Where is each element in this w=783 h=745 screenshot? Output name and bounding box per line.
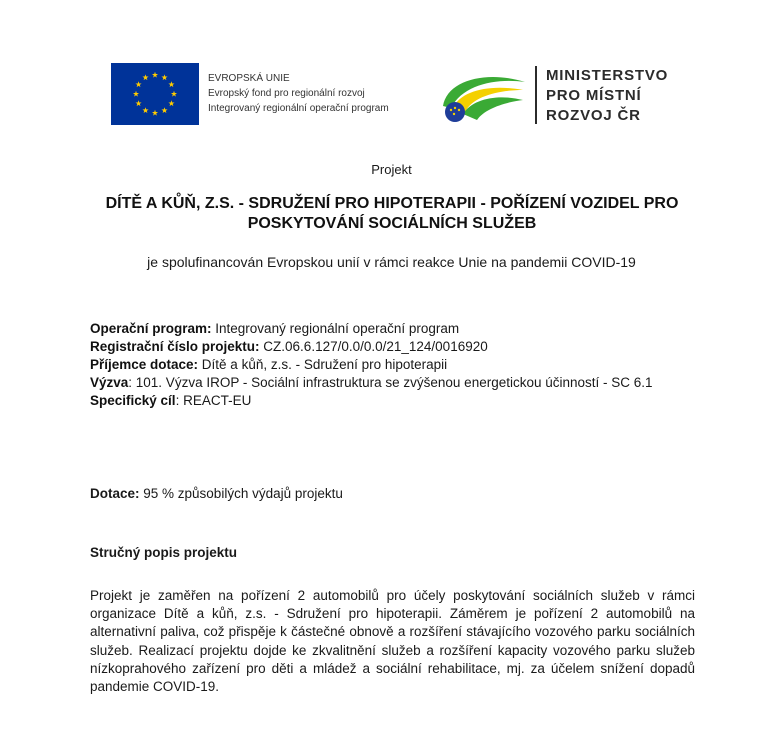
info-reg-value: CZ.06.6.127/0.0/0.0/21_124/0016920 xyxy=(259,339,488,354)
info-recipient-label: Příjemce dotace: xyxy=(90,357,199,372)
info-goal xyxy=(90,392,700,410)
info-reg-label: Registrační číslo projektu: xyxy=(90,339,260,354)
info-program xyxy=(90,320,700,338)
info-call-label: Výzva xyxy=(90,375,129,390)
eu-program: Integrovaný regionální operační program xyxy=(208,103,389,114)
description-text: Projekt je zaměřen na pořízení 2 automobilů pro účely poskytování sociálních služeb v rámci organizace Dítě a kůň, z.s. - Sdružení pro hipoterapii. Záměrem je pořízení 2 automobilů na alternativní paliva, což přispěje k částečné obnově a rozšíření stávajícího vozového parku sociálních služeb. Realizací projektu dojde ke zkvalitnění služeb a rozšíření kapacity vozového parku služeb nízkoprahového zařízení pro děti a mládež a sociální rehabilitace, mj. za účelem snížení dopadů pandemie COVID-19. xyxy=(90,588,695,695)
project-subtitle: je spolufinancován Evropskou unií v rámci reakce Unie na pandemii COVID-19 xyxy=(147,254,636,270)
eu-logo xyxy=(111,63,411,125)
mmr-divider xyxy=(535,66,537,124)
project-title: DÍTĚ A KŮŇ, Z.S. - SDRUŽENÍ PRO HIPOTERAPII - POŘÍZENÍ VOZIDEL PRO POSKYTOVÁNÍ SOCIÁLNÍCH SLUŽEB xyxy=(105,195,679,232)
mmr-line3: ROZVOJ ČR xyxy=(546,107,641,124)
info-program-value: Integrovaný regionální operační program xyxy=(211,321,460,336)
info-reg-number xyxy=(90,338,700,356)
info-call xyxy=(90,374,700,392)
mmr-logo xyxy=(437,64,687,126)
subsidy-label: Dotace: xyxy=(90,486,140,501)
project-label: Projekt xyxy=(371,162,412,177)
info-recipient xyxy=(90,356,700,374)
eu-name: EVROPSKÁ UNIE xyxy=(208,73,290,84)
eu-flag-icon xyxy=(111,63,199,125)
description-heading: Stručný popis projektu xyxy=(90,545,238,560)
info-program-label: Operační program: xyxy=(90,321,212,336)
mmr-line1: MINISTERSTVO xyxy=(546,67,669,84)
subsidy xyxy=(90,485,343,503)
project-info xyxy=(90,320,700,410)
info-call-value: : 101. Výzva IROP - Sociální infrastruktura se zvýšenou energetickou účinností - SC 6.1 xyxy=(128,375,653,390)
eu-fund: Evropský fond pro regionální rozvoj xyxy=(208,88,365,99)
mmr-swoosh-icon xyxy=(437,68,529,124)
mmr-line2: PRO MÍSTNÍ xyxy=(546,87,642,104)
info-goal-value: : REACT-EU xyxy=(175,393,252,408)
subsidy-value: 95 % způsobilých výdajů projektu xyxy=(139,486,343,501)
info-goal-label: Specifický cíl xyxy=(90,393,176,408)
info-recipient-value: Dítě a kůň, z.s. - Sdružení pro hipoterapii xyxy=(198,357,448,372)
